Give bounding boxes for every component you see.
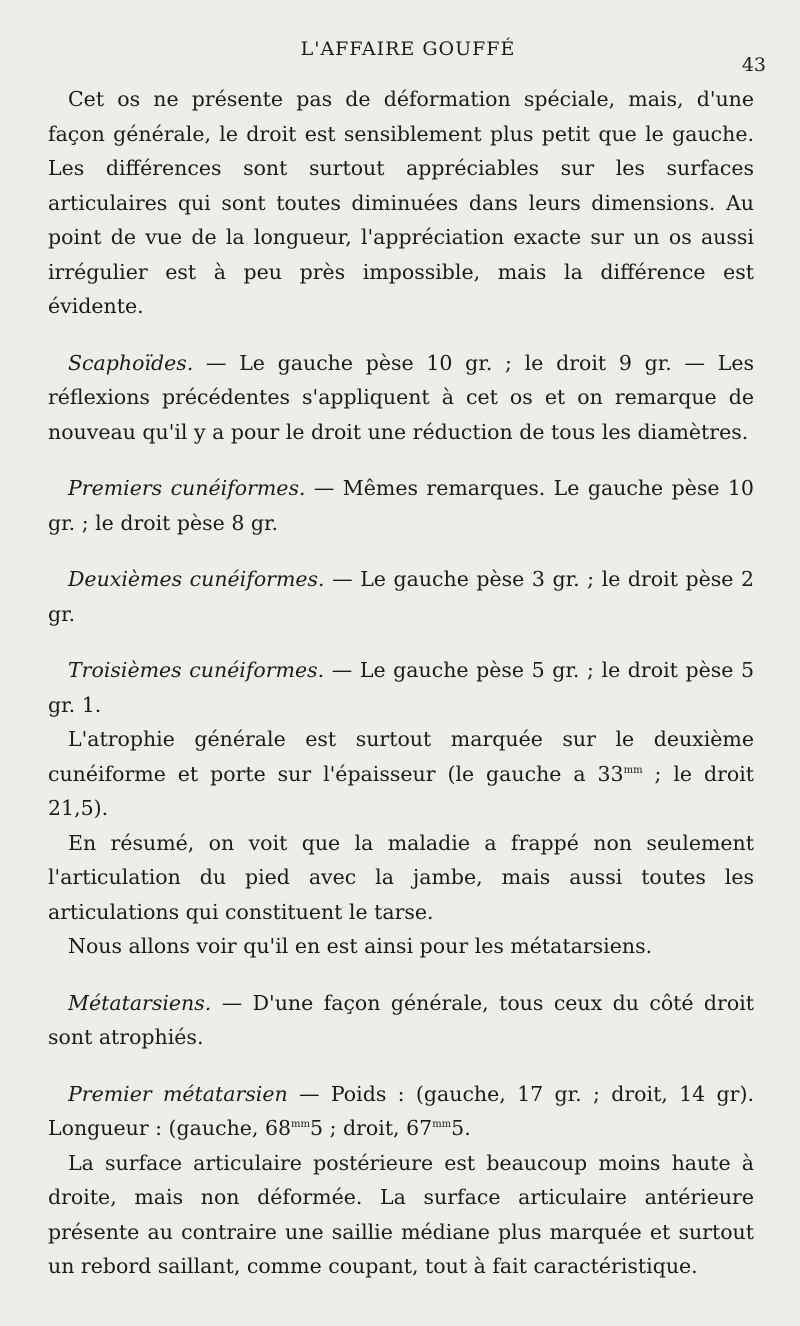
- unit-superscript: mm: [432, 1119, 452, 1131]
- section-label-premier-metatarsien: Premier métatarsien: [68, 1081, 288, 1106]
- paragraph-troisiemes-cuneiformes: [48, 653, 754, 722]
- section-label-scaphoides: Scaphoïdes.: [68, 350, 194, 375]
- paragraph-metatarsiens: [48, 986, 754, 1055]
- paragraph-resume: [48, 826, 754, 930]
- section-label-metatarsiens: Métatarsiens.: [68, 990, 212, 1015]
- paragraph-text: — Le gauche pèse 5 gr. ; le droit pèse 5 gr. 1.: [48, 658, 754, 717]
- paragraph-transition: [48, 929, 754, 964]
- page-header: [48, 38, 768, 74]
- section-label-premiers-cuneiformes: Premiers cunéiformes.: [68, 476, 306, 500]
- unit-superscript: mm: [623, 764, 643, 776]
- paragraph-scaphoides: [48, 346, 754, 450]
- paragraph-text: Nous allons voir qu'il en est ainsi pour les métatarsiens.: [68, 934, 653, 958]
- paragraph-os-description: [48, 82, 754, 324]
- paragraph-text: Cet os ne présente pas de déformation spéciale, mais, d'une façon générale, le droit est sensiblement plus petit que le gauche. Les différences sont surtout appréciables sur les surfaces articulaires qui sont toutes diminuées dans leurs dimensions. Au point de vue de la longueur, l'appréciation exacte sur un os aussi irrégulier est à peu près impossible, mais la différence est évidente.: [48, 87, 754, 318]
- paragraph-deuxiemes-cuneiformes: [48, 562, 754, 631]
- paragraph-text: 5.: [451, 1116, 471, 1140]
- paragraph-text: 5 ; droit, 67: [310, 1116, 433, 1140]
- paragraph-text: L'atrophie générale est surtout marquée sur le deuxième cunéiforme et porte sur l'épaisseur (le gauche a 33: [48, 727, 754, 786]
- section-label-troisiemes-cuneiformes: Troisièmes cunéiformes.: [68, 658, 325, 682]
- body-text: [48, 82, 754, 1284]
- paragraph-text: ; le droit 21,5).: [48, 761, 755, 820]
- paragraph-text: — Le gauche pèse 3 gr. ; le droit pèse 2 gr.: [48, 567, 754, 626]
- paragraph-text: — D'une façon générale, tous ceux du côté droit sont atrophiés.: [48, 990, 754, 1049]
- paragraph-atrophie-generale: [48, 722, 754, 826]
- paragraph-premiers-cuneiformes: [48, 471, 754, 540]
- page-number: 43: [741, 54, 766, 76]
- paragraph-text: En résumé, on voit que la maladie a frappé non seulement l'articulation du pied avec la jambe, mais aussi toutes les articulations qui constituent le tarse.: [48, 830, 754, 924]
- section-label-deuxiemes-cuneiformes: Deuxièmes cunéiformes.: [68, 567, 325, 591]
- paragraph-surface-articulaire: [48, 1146, 754, 1284]
- paragraph-text: La surface articulaire postérieure est beaucoup moins haute à droite, mais non déformée. La surface articulaire antérieure présente au contraire une saillie médiane plus marquée et surtout un rebord saillant, comme coupant, tout à fait caractéristique.: [48, 1150, 754, 1278]
- running-title: L'AFFAIRE GOUFFÉ: [300, 38, 516, 60]
- unit-superscript: mm: [291, 1119, 311, 1131]
- paragraph-premier-metatarsien: [48, 1077, 754, 1146]
- paragraph-text: — Mêmes remarques. Le gauche pèse 10 gr. ; le droit pèse 8 gr.: [48, 476, 754, 535]
- paragraph-text: — Le gauche pèse 10 gr. ; le droit 9 gr. — Les réflexions précédentes s'appliquent à cet os et on remarque de nouveau qu'il y a pour le droit une réduction de tous les diamètres.: [48, 350, 754, 444]
- paragraph-text: — Poids : (gauche, 17 gr. ; droit, 14 gr). Longueur : (gauche, 68: [48, 1081, 754, 1140]
